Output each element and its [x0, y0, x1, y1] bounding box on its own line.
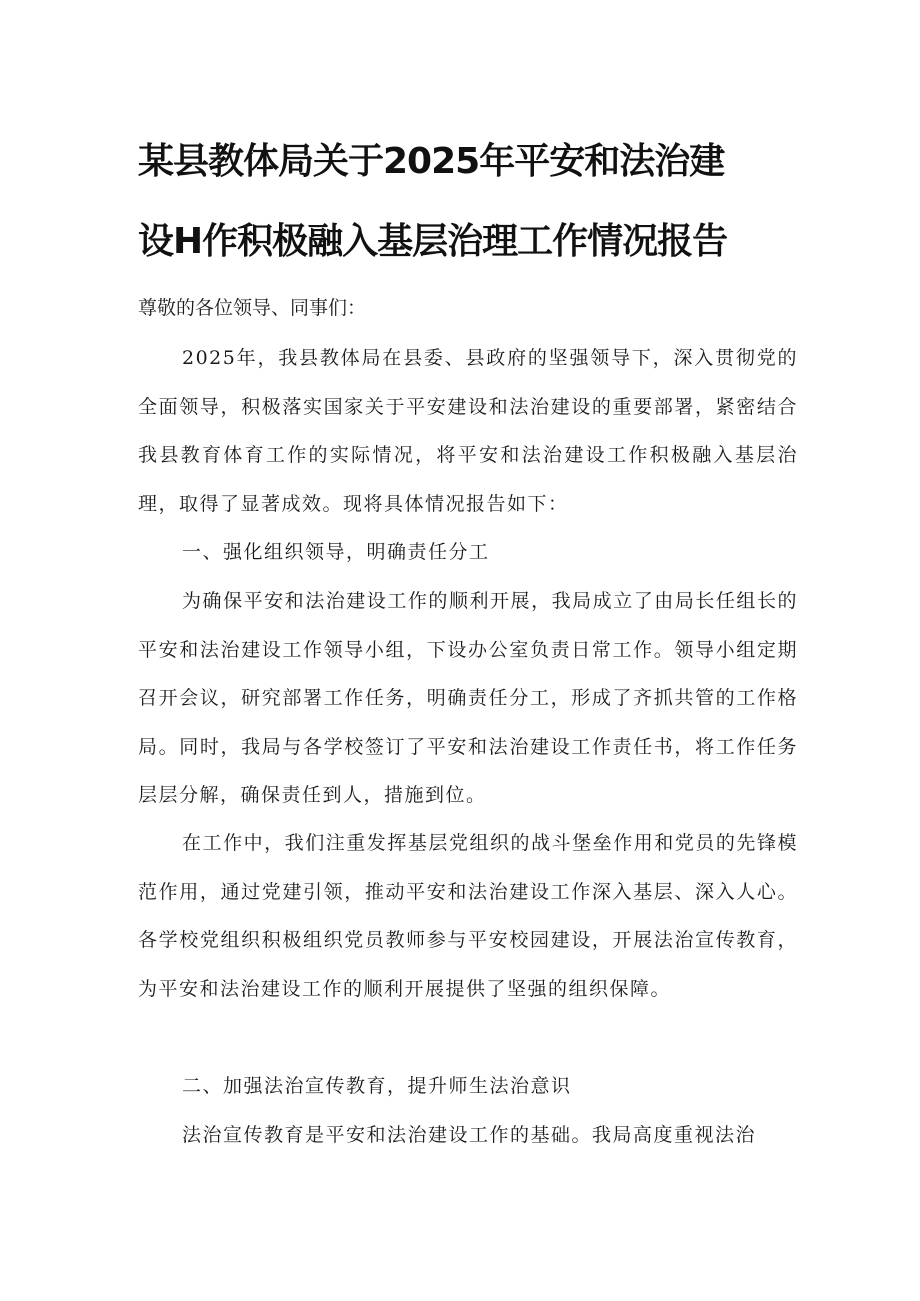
paragraph-organization: 为确保平安和法治建设工作的顺利开展，我局成立了由局长任组长的平安和法治建设工作领导小组，下设办公室负责日常工作。领导小组定期召开会议，研究部署工作任务，明确责任分工，形成了齐抓共管的工作格局。同时，我局与各学校签订了平安和法治建设工作责任书，将工作任务层层分解，确保责任到人，措施到位。 — [138, 590, 798, 806]
paragraph-legal-education: 法治宣传教育是平安和法治建设工作的基础。我局高度重视法治 — [182, 1124, 757, 1146]
paragraph-intro: 2025年，我县教体局在县委、县政府的坚强领导下，深入贯彻党的全面领导，积极落实国家关于平安建设和法治建设的重要部署，紧密结合我县教育体育工作的实际情况，将平安和法治建设工作积极融入基层治理，取得了显著成效。现将具体情况报告如下： — [138, 347, 798, 515]
document-title-line-1: 某县教体局关于2025年平安和法治建 — [138, 141, 725, 182]
paragraph-party-building: 在工作中，我们注重发挥基层党组织的战斗堡垒作用和党员的先锋模范作用，通过党建引领，推动平安和法治建设工作深入基层、深入人心。各学校党组织积极组织党员教师参与平安校园建设，开展法治宣传教育，为平安和法治建设工作的顺利开展提供了坚强的组织保障。 — [138, 832, 798, 1000]
document-title-line-2: 设H作积极融入基层治理工作情况报告 — [138, 221, 728, 262]
section-heading-2: 二、加强法治宣传教育，提升师生法治意识 — [182, 1075, 572, 1097]
section-heading-1: 一、强化组织领导，明确责任分工 — [182, 541, 490, 563]
salutation: 尊敬的各位领导、同事们： — [138, 297, 367, 319]
